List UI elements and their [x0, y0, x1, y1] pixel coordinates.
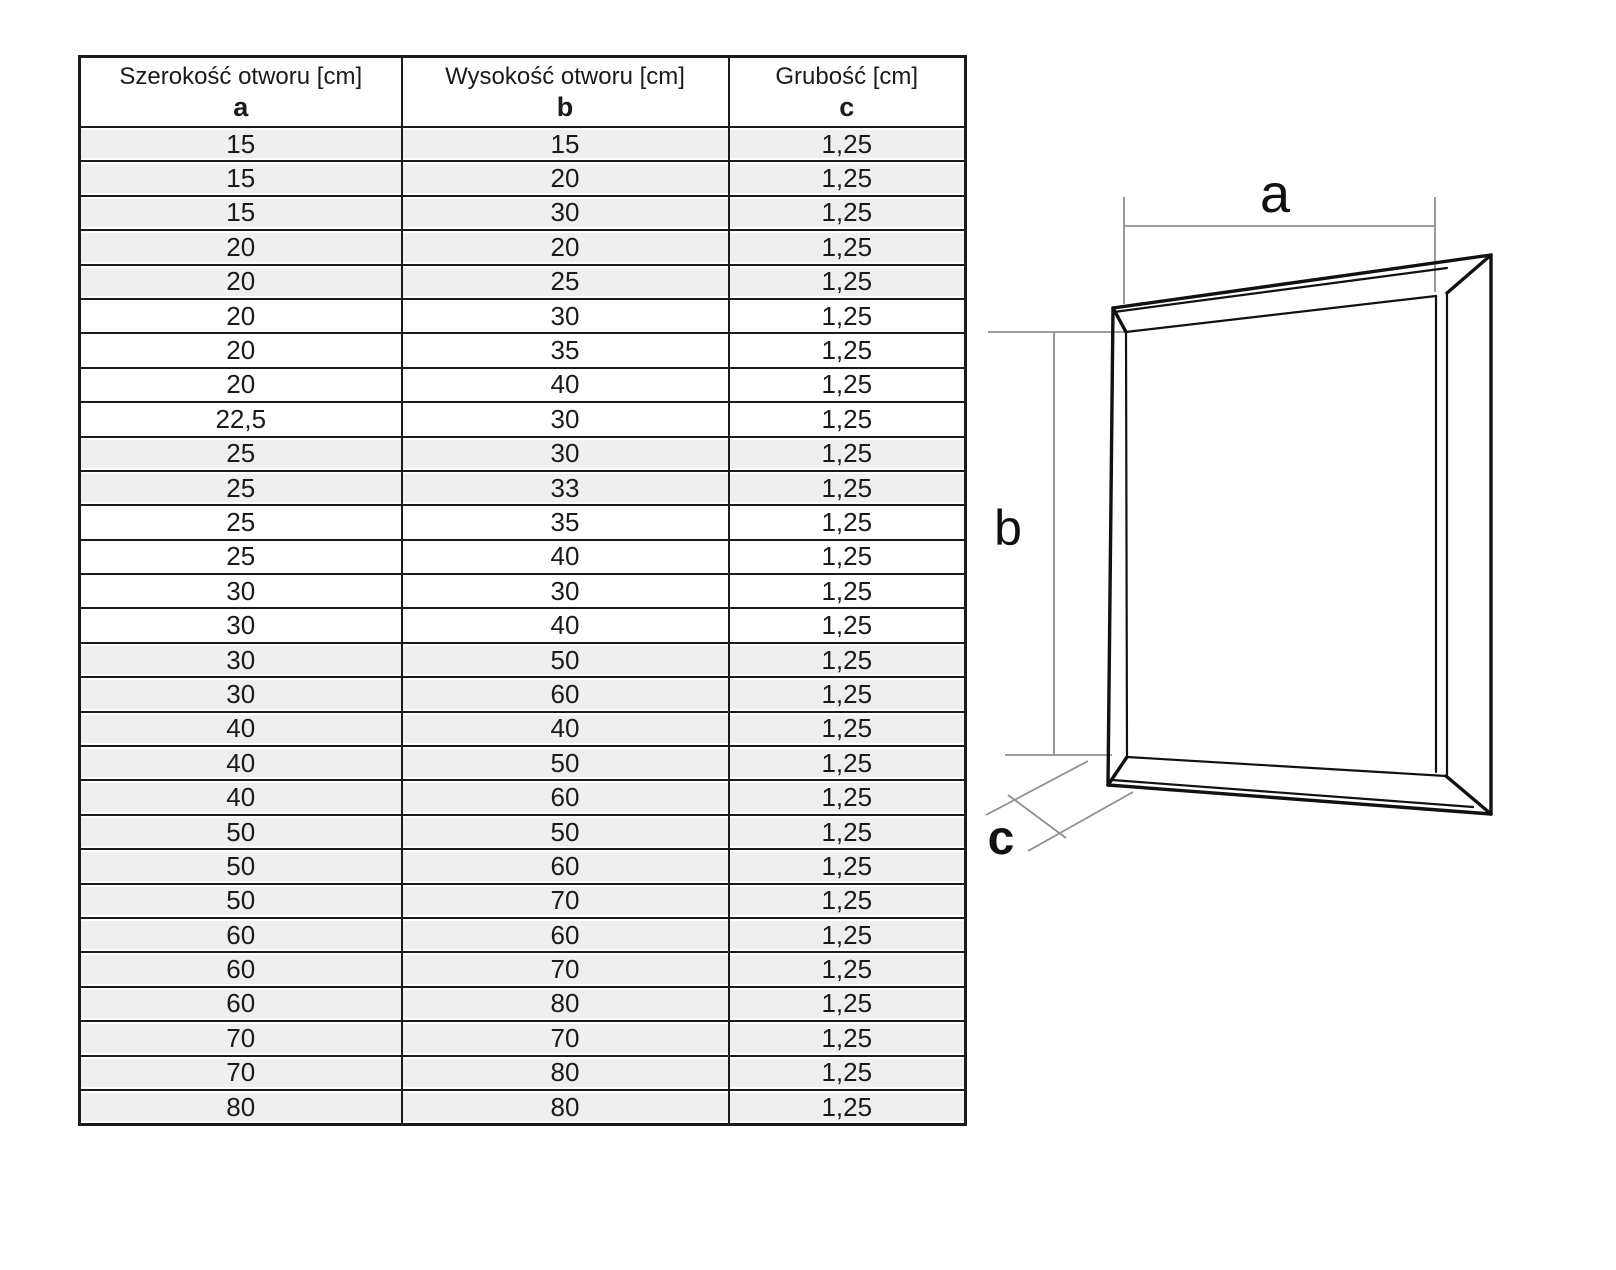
cell-b: 35 — [402, 333, 729, 367]
frame-outer-left — [1108, 308, 1113, 785]
cell-a: 60 — [80, 987, 402, 1021]
table-row — [80, 884, 966, 918]
cell-b: 30 — [402, 402, 729, 436]
column-symbol-c: c — [839, 92, 855, 122]
column-header-height — [402, 57, 729, 128]
frame-outer-bottom — [1108, 785, 1491, 814]
cell-b: 60 — [402, 677, 729, 711]
frame-inner-bottom — [1127, 757, 1446, 776]
cell-c: 1,25 — [729, 402, 966, 436]
cell-c: 1,25 — [729, 505, 966, 539]
table-row — [80, 815, 966, 849]
cell-b: 15 — [402, 127, 729, 161]
column-header-width — [80, 57, 402, 128]
column-title-thickness: Grubość [cm] — [775, 63, 919, 90]
frame-bevel-bottom — [1112, 780, 1473, 807]
cell-a: 30 — [80, 608, 402, 642]
cell-a: 40 — [80, 712, 402, 746]
frame-miter-bottom-right — [1446, 776, 1491, 814]
cell-b: 70 — [402, 1021, 729, 1055]
table-row — [80, 230, 966, 264]
cell-a: 25 — [80, 437, 402, 471]
cell-b: 20 — [402, 161, 729, 195]
cell-a: 15 — [80, 161, 402, 195]
cell-b: 70 — [402, 884, 729, 918]
cell-b: 50 — [402, 746, 729, 780]
cell-b: 80 — [402, 1056, 729, 1090]
column-title-height: Wysokość otworu [cm] — [445, 63, 685, 90]
cell-b: 60 — [402, 918, 729, 952]
table-row — [80, 987, 966, 1021]
table-row — [80, 505, 966, 539]
cell-c: 1,25 — [729, 540, 966, 574]
cell-c: 1,25 — [729, 918, 966, 952]
dimensions-table — [78, 55, 967, 1126]
cell-c: 1,25 — [729, 677, 966, 711]
cell-a: 50 — [80, 884, 402, 918]
table-row — [80, 780, 966, 814]
cell-c: 1,25 — [729, 471, 966, 505]
cell-a: 15 — [80, 196, 402, 230]
cell-a: 25 — [80, 540, 402, 574]
label-a: a — [1259, 164, 1291, 224]
cell-c: 1,25 — [729, 884, 966, 918]
table-row — [80, 643, 966, 677]
cell-a: 20 — [80, 368, 402, 402]
cell-a: 50 — [80, 815, 402, 849]
cell-a: 25 — [80, 505, 402, 539]
table-row — [80, 368, 966, 402]
cell-b: 30 — [402, 196, 729, 230]
column-header-thickness — [729, 57, 966, 128]
cell-a: 60 — [80, 918, 402, 952]
cell-c: 1,25 — [729, 815, 966, 849]
cell-b: 50 — [402, 815, 729, 849]
cell-a: 70 — [80, 1056, 402, 1090]
cell-b: 70 — [402, 952, 729, 986]
cell-a: 15 — [80, 127, 402, 161]
table-row — [80, 1090, 966, 1125]
cell-c: 1,25 — [729, 643, 966, 677]
cell-c: 1,25 — [729, 437, 966, 471]
cell-c: 1,25 — [729, 1056, 966, 1090]
table-row — [80, 1021, 966, 1055]
column-symbol-b: b — [556, 92, 574, 122]
table-row — [80, 574, 966, 608]
cell-b: 40 — [402, 368, 729, 402]
cell-c: 1,25 — [729, 780, 966, 814]
table-row — [80, 952, 966, 986]
table-row — [80, 161, 966, 195]
cell-b: 25 — [402, 265, 729, 299]
cell-c: 1,25 — [729, 712, 966, 746]
cell-c: 1,25 — [729, 987, 966, 1021]
cell-a: 30 — [80, 574, 402, 608]
cell-a: 20 — [80, 333, 402, 367]
cell-b: 20 — [402, 230, 729, 264]
table-body — [80, 127, 966, 1125]
cell-a: 50 — [80, 849, 402, 883]
table-row — [80, 712, 966, 746]
frame-inner-left — [1126, 332, 1127, 757]
table-row — [80, 437, 966, 471]
cell-b: 30 — [402, 437, 729, 471]
cell-c: 1,25 — [729, 161, 966, 195]
cell-b: 35 — [402, 505, 729, 539]
cell-a: 80 — [80, 1090, 402, 1125]
cell-b: 80 — [402, 1090, 729, 1125]
cell-c: 1,25 — [729, 196, 966, 230]
cell-c: 1,25 — [729, 849, 966, 883]
cell-a: 30 — [80, 643, 402, 677]
table-header — [80, 57, 966, 128]
cell-a: 20 — [80, 265, 402, 299]
cell-c: 1,25 — [729, 230, 966, 264]
table-row — [80, 333, 966, 367]
table-row — [80, 677, 966, 711]
frame-bevel-top — [1114, 268, 1447, 312]
cell-b: 80 — [402, 987, 729, 1021]
cell-a: 20 — [80, 230, 402, 264]
table-row — [80, 265, 966, 299]
cell-b: 40 — [402, 540, 729, 574]
cell-c: 1,25 — [729, 368, 966, 402]
cell-a: 60 — [80, 952, 402, 986]
cell-a: 30 — [80, 677, 402, 711]
cell-b: 30 — [402, 574, 729, 608]
label-c: c — [987, 812, 1015, 865]
table-row — [80, 849, 966, 883]
table-row — [80, 746, 966, 780]
cell-c: 1,25 — [729, 574, 966, 608]
cell-b: 60 — [402, 780, 729, 814]
label-b: b — [994, 500, 1022, 556]
cell-a: 22,5 — [80, 402, 402, 436]
cell-c: 1,25 — [729, 952, 966, 986]
cell-b: 50 — [402, 643, 729, 677]
frame-inner-top — [1126, 296, 1436, 332]
cell-a: 20 — [80, 299, 402, 333]
table-row — [80, 299, 966, 333]
table-row — [80, 540, 966, 574]
table-row — [80, 402, 966, 436]
table-row — [80, 127, 966, 161]
cell-c: 1,25 — [729, 608, 966, 642]
dim-c-line — [1008, 795, 1066, 838]
table-row — [80, 918, 966, 952]
cell-c: 1,25 — [729, 265, 966, 299]
cell-c: 1,25 — [729, 1090, 966, 1125]
cell-c: 1,25 — [729, 746, 966, 780]
table-row — [80, 608, 966, 642]
cell-b: 60 — [402, 849, 729, 883]
cell-c: 1,25 — [729, 127, 966, 161]
table-row — [80, 196, 966, 230]
cell-b: 40 — [402, 608, 729, 642]
column-title-width: Szerokość otworu [cm] — [119, 63, 363, 90]
table-row — [80, 1056, 966, 1090]
cell-a: 70 — [80, 1021, 402, 1055]
cell-c: 1,25 — [729, 1021, 966, 1055]
column-symbol-a: a — [233, 92, 249, 122]
cell-a: 40 — [80, 746, 402, 780]
cell-b: 30 — [402, 299, 729, 333]
cell-c: 1,25 — [729, 299, 966, 333]
frame-diagram — [940, 140, 1540, 920]
cell-c: 1,25 — [729, 333, 966, 367]
frame-outline — [1108, 255, 1491, 814]
cell-b: 33 — [402, 471, 729, 505]
cell-a: 40 — [80, 780, 402, 814]
cell-b: 40 — [402, 712, 729, 746]
table-row — [80, 471, 966, 505]
cell-a: 25 — [80, 471, 402, 505]
dim-c-ext-upper — [986, 761, 1088, 815]
